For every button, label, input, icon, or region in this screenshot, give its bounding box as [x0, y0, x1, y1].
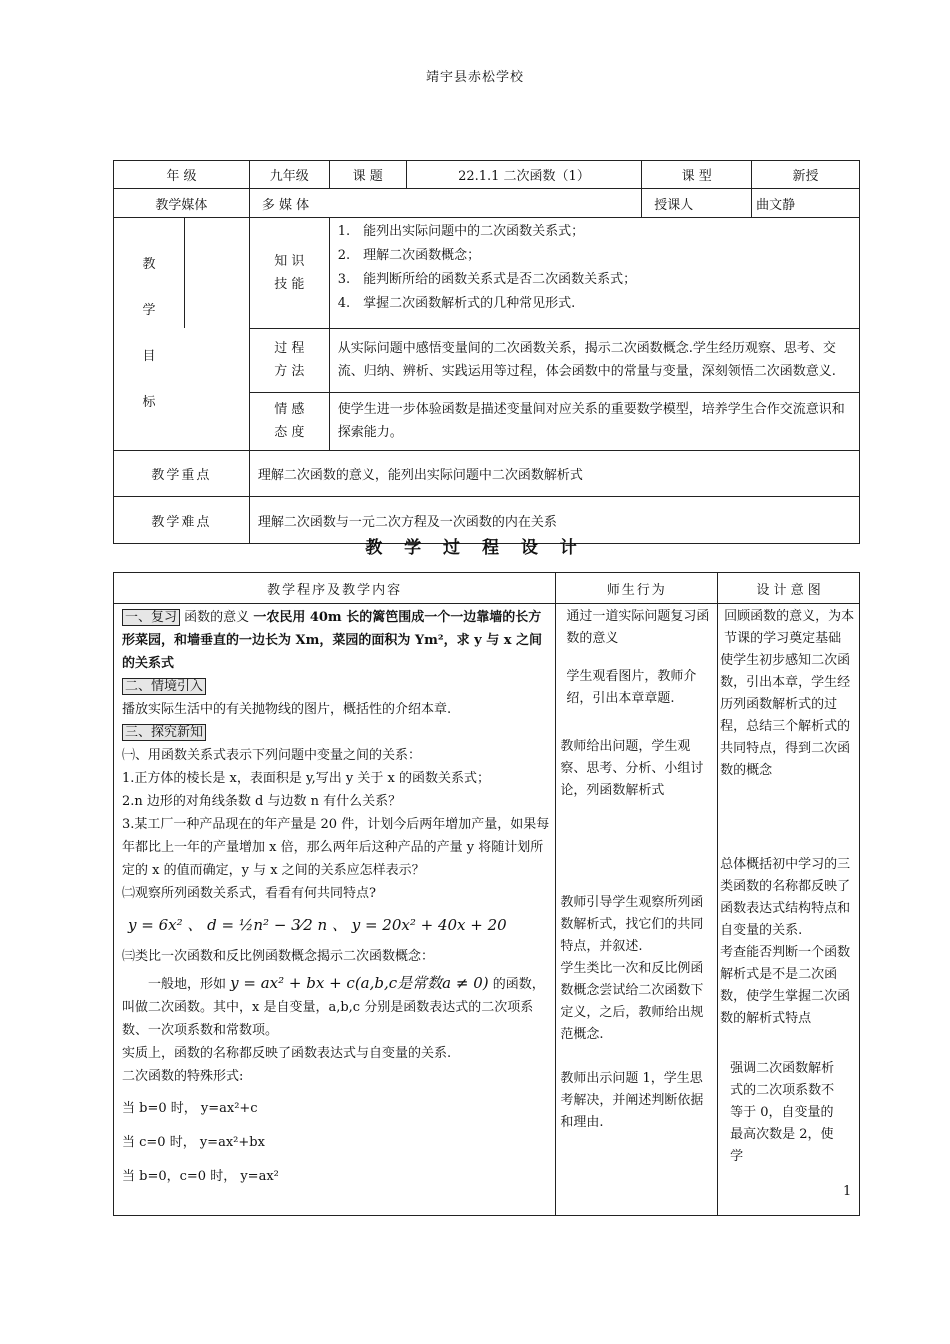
intent-5: 强调二次函数解析式的二次项系数不等于 0，自变量的最高次数是 2，使学 — [730, 1061, 835, 1164]
special-heading: 二次函数的特殊形式: — [122, 1069, 244, 1084]
col-behavior-header: 师生行为 — [556, 573, 718, 604]
special-form-2: 当 c=0 时， y=ax²+bx — [122, 1135, 265, 1150]
special-form-3: 当 b=0，c=0 时， y=ax² — [122, 1169, 279, 1184]
objectives-label — [114, 218, 250, 451]
page-number: 1 — [843, 1184, 852, 1199]
review-problem: 一农民用 40m 长的篱笆围成一个一边靠墙的长方形菜园，和墙垂直的一边长为 Xm，菜园的面积为 Ym²，求 y 与 x 之间的关系式 — [122, 610, 543, 671]
intro-text: 播放实际生活中的有关抛物线的图片，概括性的介绍本章. — [122, 702, 452, 717]
objectives-char: 标 — [142, 395, 156, 410]
knowledge-item: 3. 能判断所给的函数关系式是否二次函数关系式； — [337, 272, 637, 287]
col-content-header: 教学程序及教学内容 — [114, 573, 556, 604]
behavior-6: 教师出示问题 1，学生思考解决，并阐述判断依据和理由. — [560, 1071, 704, 1130]
definition-suffix: 的函数，叫做二次函数。其中，x 是自变量，a,b,c 分别是函数表达式的二次项系数、一次项系数和常数项。 — [122, 977, 545, 1038]
process-label-line: 过 程 — [274, 341, 305, 357]
process-label — [249, 329, 329, 393]
knowledge-items — [329, 218, 859, 329]
fact-text: 实质上，函数的名称都反映了函数表达式与自变量的关系. — [122, 1046, 452, 1061]
media-label: 教学媒体 — [114, 189, 250, 218]
objectives-char: 教 — [142, 257, 156, 272]
question-3: 3.某工厂一种产品现在的年产量是 20 件，计划今后两年增加产量，如果每年都比上一年的产量增加 x 倍，那么两年后这种产品的产量 y 将随计划所定的 x 的值而确定，y 与 x 之间的关系应怎样表示？ — [122, 817, 550, 878]
behavior-5: 学生类比一次和反比例函数概念尝试给二次函数下定义，之后，教师给出规范概念. — [560, 961, 704, 1042]
emotion-text: 使学生进一步体验函数是描述变量间对应关系的重要数学模型，培养学生合作交流意识和探索能力。 — [329, 392, 859, 450]
objectives-char: 学 — [142, 303, 156, 318]
content-cell — [114, 604, 556, 1216]
process-text: 从实际问题中感悟变量间的二次函数关系，揭示二次函数概念.学生经历观察、思考、交流、归纳、辨析、实践运用等过程，体会函数中的常量与变量，深刻领悟二次函数意义. — [329, 329, 859, 393]
intent-4: 考查能否判断一个函数解析式是不是二次函数，使学生掌握二次函数的解析式特点 — [720, 945, 851, 1026]
review-lead: 函数的意义 — [184, 610, 250, 625]
question-2: 2.n 边形的对角线条数 d 与边数 n 有什么关系？ — [122, 794, 402, 809]
grade-value: 九年级 — [249, 161, 329, 189]
topic-value: 22.1.1 二次函数（1） — [406, 161, 642, 189]
question-heading: ㈠、用函数关系式表示下列问题中变量之间的关系： — [122, 748, 422, 763]
lesson-info-table — [113, 160, 860, 544]
behavior-4: 教师引导学生观察所列函数解析式，找它们的共同特点，并叙述. — [560, 895, 704, 954]
intent-2: 使学生初步感知二次函数，引出本章，学生经历列函数解析式的过程，总结三个解析式的共同特点，得到二次函数的概念 — [720, 653, 851, 778]
media-value: 多 媒 体 — [249, 189, 641, 218]
knowledge-item: 4. 掌握二次函数解析式的几种常见形式. — [337, 296, 576, 311]
question-1: 1.正方体的棱长是 x，表面积是 y,写出 y 关于 x 的函数关系式； — [122, 771, 490, 786]
observe-prompt: ㈡观察所列函数关系式，看看有何共同特点? — [122, 886, 376, 901]
difficult-point-label: 教学难点 — [114, 497, 250, 544]
key-point-label: 教学重点 — [114, 451, 250, 497]
col-intent-header: 设 计 意 图 — [718, 573, 860, 604]
grade-label: 年 级 — [114, 161, 250, 189]
intent-1: 回顾函数的意义，为本节课的学习奠定基础 — [724, 609, 855, 646]
definition-prefix: 一般地，形如 — [148, 977, 227, 992]
behavior-3: 教师给出问题，学生观察、思考、分析、小组讨论，列函数解析式 — [560, 739, 704, 798]
topic-label: 课 题 — [329, 161, 406, 189]
type-value: 新授 — [752, 161, 860, 189]
difficult-point-text: 理解二次函数与一元二次方程及一次函数的内在关系 — [249, 497, 859, 544]
knowledge-item: 2. 理解二次函数概念； — [337, 248, 481, 263]
analogy-prompt: ㈢类比一次函数和反比例函数概念揭示二次函数概念： — [122, 949, 435, 964]
behavior-1: 通过一道实际问题复习函数的意义 — [566, 609, 710, 646]
intro-tag: 二、情境引入 — [122, 678, 206, 695]
review-tag: 一、复习 — [122, 609, 180, 626]
teacher-label: 授课人 — [642, 189, 752, 218]
teacher-value: 曲文静 — [752, 189, 860, 218]
knowledge-label-line: 知 识 — [274, 254, 305, 269]
emotion-label — [249, 392, 329, 450]
design-title: 教 学 过 程 设 计 — [365, 538, 585, 558]
type-label: 课 型 — [642, 161, 752, 189]
formulas: y = 6x² 、 d = ½n² − 3⁄2 n 、 y = 20x² + 40x + 20 — [128, 916, 507, 934]
knowledge-item: 1. 能列出实际问题中的二次函数关系式； — [337, 224, 585, 239]
process-label-line: 方 法 — [274, 364, 305, 380]
emotion-label-line: 态 度 — [274, 425, 305, 441]
intent-3: 总体概括初中学习的三类函数的名称都反映了函数表达式结构特点和自变量的关系. — [720, 857, 851, 938]
objectives-char: 目 — [142, 349, 156, 364]
definition-formula: y = ax² + bx + c(a,b,c是常数a ≠ 0) — [230, 974, 489, 992]
explore-tag: 三、探究新知 — [122, 724, 206, 741]
behavior-cell — [556, 604, 718, 1216]
knowledge-label — [249, 218, 329, 329]
school-header: 靖宇县赤松学校 — [425, 70, 524, 85]
special-form-1: 当 b=0 时， y=ax²+c — [122, 1101, 258, 1116]
behavior-2: 学生观看图片，教师介绍，引出本章章题. — [566, 669, 697, 706]
knowledge-label-line: 技 能 — [274, 277, 305, 292]
emotion-label-line: 情 感 — [274, 402, 305, 418]
process-table — [113, 572, 860, 1216]
intent-cell — [718, 604, 860, 1216]
key-point-text: 理解二次函数的意义，能列出实际问题中二次函数解析式 — [249, 451, 859, 497]
